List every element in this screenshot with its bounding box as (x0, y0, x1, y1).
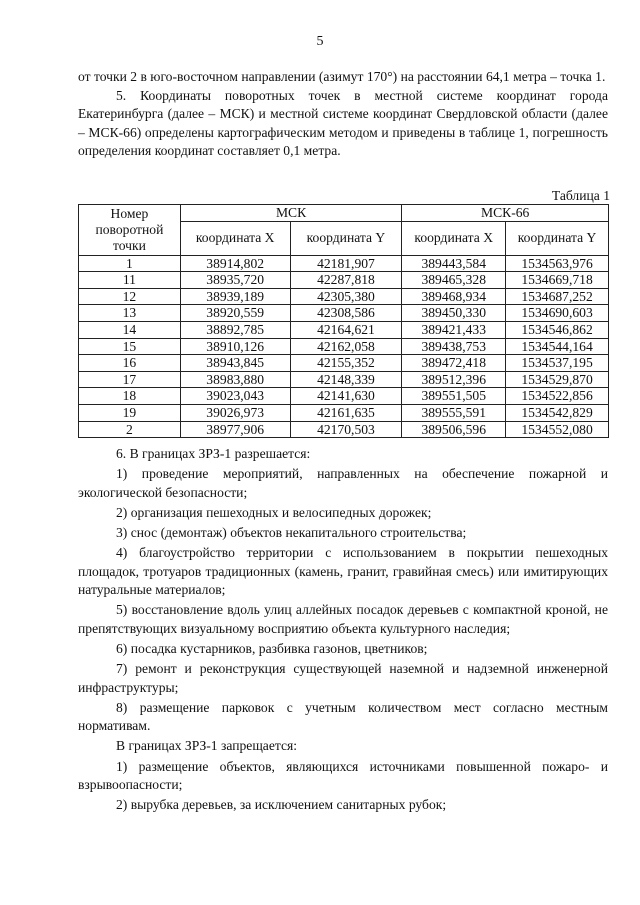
cell-point: 14 (79, 321, 181, 338)
cell-point: 17 (79, 371, 181, 388)
cell-msk-y: 42287,818 (290, 272, 402, 289)
cell-msk-x: 38943,845 (180, 355, 290, 372)
cell-msk66-y: 1534542,829 (506, 404, 609, 421)
cell-point: 2 (79, 421, 181, 438)
regulations-section (78, 445, 608, 816)
cell-msk66-y: 1534529,870 (506, 371, 609, 388)
cell-msk-x: 39023,043 (180, 388, 290, 405)
cell-msk-x: 38910,126 (180, 338, 290, 355)
table-row (79, 321, 609, 338)
cell-msk-y: 42155,352 (290, 355, 402, 372)
cell-msk66-x: 389443,584 (402, 255, 506, 272)
page-number: 5 (316, 34, 324, 49)
cell-msk-x: 38892,785 (180, 321, 290, 338)
cell-msk66-x: 389465,328 (402, 272, 506, 289)
cell-point: 13 (79, 305, 181, 322)
allowed-item-3: 3) снос (демонтаж) объектов некапитального строительства; (116, 524, 467, 540)
cell-msk66-x: 389468,934 (402, 288, 506, 305)
cell-msk66-y: 1534544,164 (506, 338, 609, 355)
intro-paragraph-1: от точки 2 в юго-восточном направлении (азимут 170°) на расстоянии 64,1 метра – точка 1. (78, 69, 606, 84)
table-row (79, 288, 609, 305)
cell-point: 12 (79, 288, 181, 305)
coordinates-table (78, 204, 609, 438)
cell-msk66-y: 1534669,718 (506, 272, 609, 289)
allowed-item-7: 7) ремонт и реконструкция существующей наземной и надземной инженерной инфраструктуры; (78, 661, 608, 695)
cell-msk-y: 42148,339 (290, 371, 402, 388)
allowed-heading: 6. В границах ЗРЗ-1 разрешается: (116, 446, 311, 461)
cell-msk66-y: 1534563,976 (506, 255, 609, 272)
cell-point: 18 (79, 388, 181, 405)
header-msk: МСК (180, 205, 402, 222)
cell-msk66-x: 389512,396 (402, 371, 506, 388)
cell-msk-x: 38983,880 (180, 371, 290, 388)
cell-msk66-x: 389438,753 (402, 338, 506, 355)
table-row (79, 388, 609, 405)
cell-msk-x: 38935,720 (180, 272, 290, 289)
header-msk66-y: координата Y (506, 221, 609, 255)
cell-msk-y: 42164,621 (290, 321, 402, 338)
cell-msk-y: 42308,586 (290, 305, 402, 322)
allowed-item-5: 5) восстановление вдоль улиц аллейных посадок деревьев с компактной кроной, не препятствующих визуальному восприятию объекта культурного наследия; (78, 602, 608, 636)
cell-point: 16 (79, 355, 181, 372)
allowed-item-1: 1) проведение мероприятий, направленных на обеспечение пожарной и экологической безопасности; (78, 466, 608, 500)
cell-point: 1 (79, 255, 181, 272)
table-row (79, 255, 609, 272)
header-msk-x: координата X (180, 221, 290, 255)
cell-msk-x: 38920,559 (180, 305, 290, 322)
cell-point: 15 (79, 338, 181, 355)
cell-msk-y: 42162,058 (290, 338, 402, 355)
allowed-item-6: 6) посадка кустарников, разбивка газонов, цветников; (116, 640, 428, 656)
cell-msk66-x: 389472,418 (402, 355, 506, 372)
table-row (79, 272, 609, 289)
table-caption: Таблица 1 (551, 188, 610, 203)
cell-msk66-y: 1534687,252 (506, 288, 609, 305)
cell-msk-y: 42141,630 (290, 388, 402, 405)
cell-point: 11 (79, 272, 181, 289)
cell-msk-x: 38977,906 (180, 421, 290, 438)
intro-section (78, 68, 608, 161)
table-row (79, 371, 609, 388)
cell-point: 19 (79, 404, 181, 421)
cell-msk-x: 38914,802 (180, 255, 290, 272)
cell-msk66-y: 1534552,080 (506, 421, 609, 438)
table-row (79, 421, 609, 438)
allowed-item-8: 8) размещение парковок с учетным количеством мест согласно местным нормативам. (78, 699, 608, 734)
table-row (79, 338, 609, 355)
allowed-item-2: 2) организация пешеходных и велосипедных дорожек; (116, 504, 432, 520)
cell-msk-y: 42170,503 (290, 421, 402, 438)
cell-msk66-x: 389551,505 (402, 388, 506, 405)
cell-msk-y: 42305,380 (290, 288, 402, 305)
table-row (79, 355, 609, 372)
prohibited-item-2: 2) вырубка деревьев, за исключением санитарных рубок; (116, 797, 447, 813)
header-msk66-x: координата X (402, 221, 506, 255)
prohibited-heading: В границах ЗРЗ-1 запрещается: (116, 738, 298, 754)
intro-paragraph-2: 5. Координаты поворотных точек в местной системе координат города Екатеринбурга (далее – МСК) и местной системе координат Свердловской области (далее – МСК-66) определены картографическим методом и приведены в таблице 1, погрешность определения координат составляет 0,1 метра. (78, 87, 608, 159)
cell-msk-x: 39026,973 (180, 404, 290, 421)
header-msk66: МСК-66 (402, 205, 609, 222)
cell-msk66-y: 1534537,195 (506, 355, 609, 372)
table-row (79, 305, 609, 322)
cell-msk66-x: 389555,591 (402, 404, 506, 421)
header-msk-y: координата Y (290, 221, 402, 255)
cell-msk-y: 42161,635 (290, 404, 402, 421)
cell-msk66-y: 1534546,862 (506, 321, 609, 338)
cell-msk-x: 38939,189 (180, 288, 290, 305)
prohibited-item-1: 1) размещение объектов, являющихся источниками повышенной пожаро- и взрывоопасности; (78, 758, 608, 793)
cell-msk66-x: 389450,330 (402, 305, 506, 322)
cell-msk-y: 42181,907 (290, 255, 402, 272)
table-row (79, 404, 609, 421)
header-point-number: Номер поворотной точки (79, 205, 181, 256)
cell-msk66-x: 389421,433 (402, 321, 506, 338)
cell-msk66-x: 389506,596 (402, 421, 506, 438)
cell-msk66-y: 1534690,603 (506, 305, 609, 322)
allowed-item-4: 4) благоустройство территории с использованием в покрытии пешеходных площадок, тротуаров традиционных (камень, гранит, гравийная смесь) или имитирующих натуральные материалов; (78, 544, 608, 598)
cell-msk66-y: 1534522,856 (506, 388, 609, 405)
